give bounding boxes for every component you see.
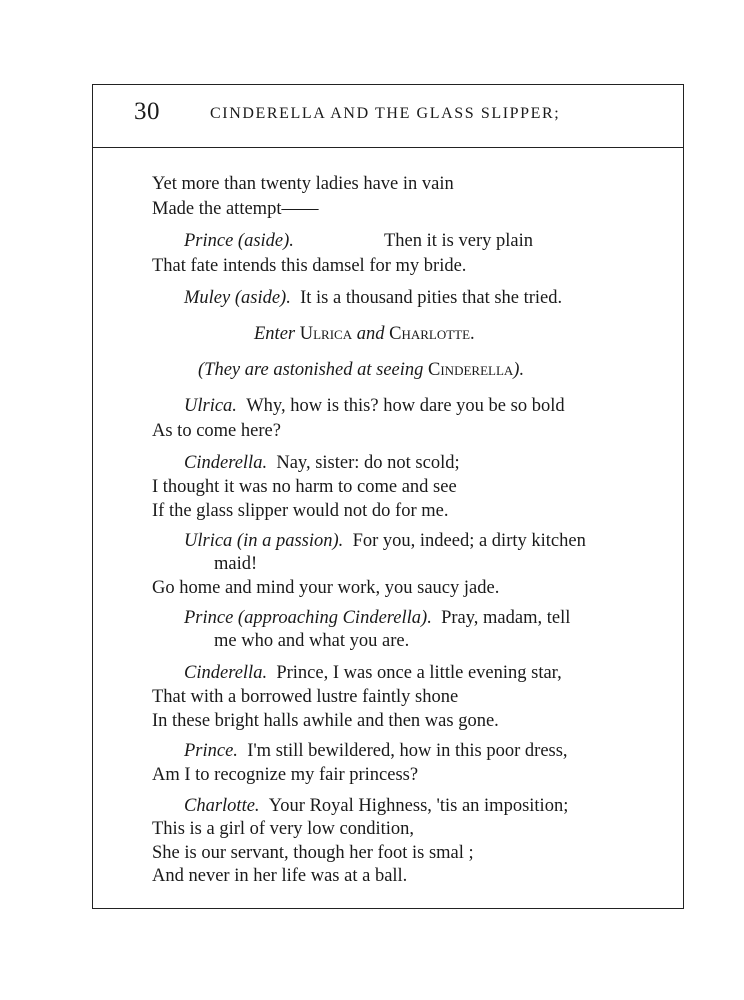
verse-line: Go home and mind your work, you saucy jade. bbox=[152, 578, 500, 598]
verse-line: If the glass slipper would not do for me. bbox=[152, 501, 449, 521]
verse-line: And never in her life was at a ball. bbox=[152, 866, 408, 886]
speech-line: Ulrica. Why, how is this? how dare you be so bold bbox=[184, 396, 565, 416]
speaker-name: Prince. bbox=[184, 741, 238, 761]
speech-line: Ulrica (in a passion). For you, indeed; a dirty kitchen bbox=[184, 531, 586, 551]
speech-line bbox=[184, 230, 294, 252]
running-title: CINDERELLA AND THE GLASS SLIPPER; bbox=[210, 105, 561, 122]
verse-line: That with a borrowed lustre faintly shone bbox=[152, 687, 459, 707]
verse-line: me who and what you are. bbox=[214, 631, 410, 651]
speaker-name: Prince (aside). bbox=[184, 231, 294, 251]
verse-line: I thought it was no harm to come and see bbox=[152, 477, 457, 497]
stage-direction: Enter Ulrica and Charlotte. bbox=[254, 324, 475, 344]
speech-line: Charlotte. Your Royal Highness, 'tis an imposition; bbox=[184, 796, 569, 816]
speech-line: Prince. I'm still bewildered, how in this poor dress, bbox=[184, 741, 568, 761]
running-head bbox=[92, 98, 684, 134]
verse-line: maid! bbox=[214, 554, 258, 574]
verse-line: Yet more than twenty ladies have in vain bbox=[152, 174, 454, 194]
speech-text: Then it is very plain bbox=[384, 231, 533, 251]
header-rule bbox=[92, 147, 684, 148]
speech-line: Prince (approaching Cinderella). Pray, madam, tell bbox=[184, 608, 571, 628]
speaker-name: Ulrica. bbox=[184, 396, 237, 416]
verse-line: This is a girl of very low condition, bbox=[152, 819, 415, 839]
verse-line: She is our servant, though her foot is smal ; bbox=[152, 843, 474, 863]
speaker-name: Ulrica (in a passion). bbox=[184, 531, 344, 551]
page-number: 30 bbox=[134, 98, 160, 125]
speech-line: Cinderella. Nay, sister: do not scold; bbox=[184, 453, 460, 473]
verse-line: That fate intends this damsel for my bride. bbox=[152, 256, 467, 276]
speaker-name: Prince (approaching Cinderella). bbox=[184, 608, 432, 628]
verse-line: As to come here? bbox=[152, 421, 281, 441]
stage-direction: (They are astonished at seeing Cinderella). bbox=[198, 360, 525, 380]
verse-line: Am I to recognize my fair princess? bbox=[152, 765, 419, 785]
speaker-name: Cinderella. bbox=[184, 663, 268, 683]
speaker-name: Charlotte. bbox=[184, 796, 260, 816]
speech-line: Muley (aside). It is a thousand pities that she tried. bbox=[184, 288, 563, 308]
speaker-name: Cinderella. bbox=[184, 453, 268, 473]
verse-line: In these bright halls awhile and then was gone. bbox=[152, 711, 499, 731]
speech-line: Cinderella. Prince, I was once a little evening star, bbox=[184, 663, 562, 683]
speaker-name: Muley (aside). bbox=[184, 288, 291, 308]
verse-line: Made the attempt—— bbox=[152, 199, 319, 219]
